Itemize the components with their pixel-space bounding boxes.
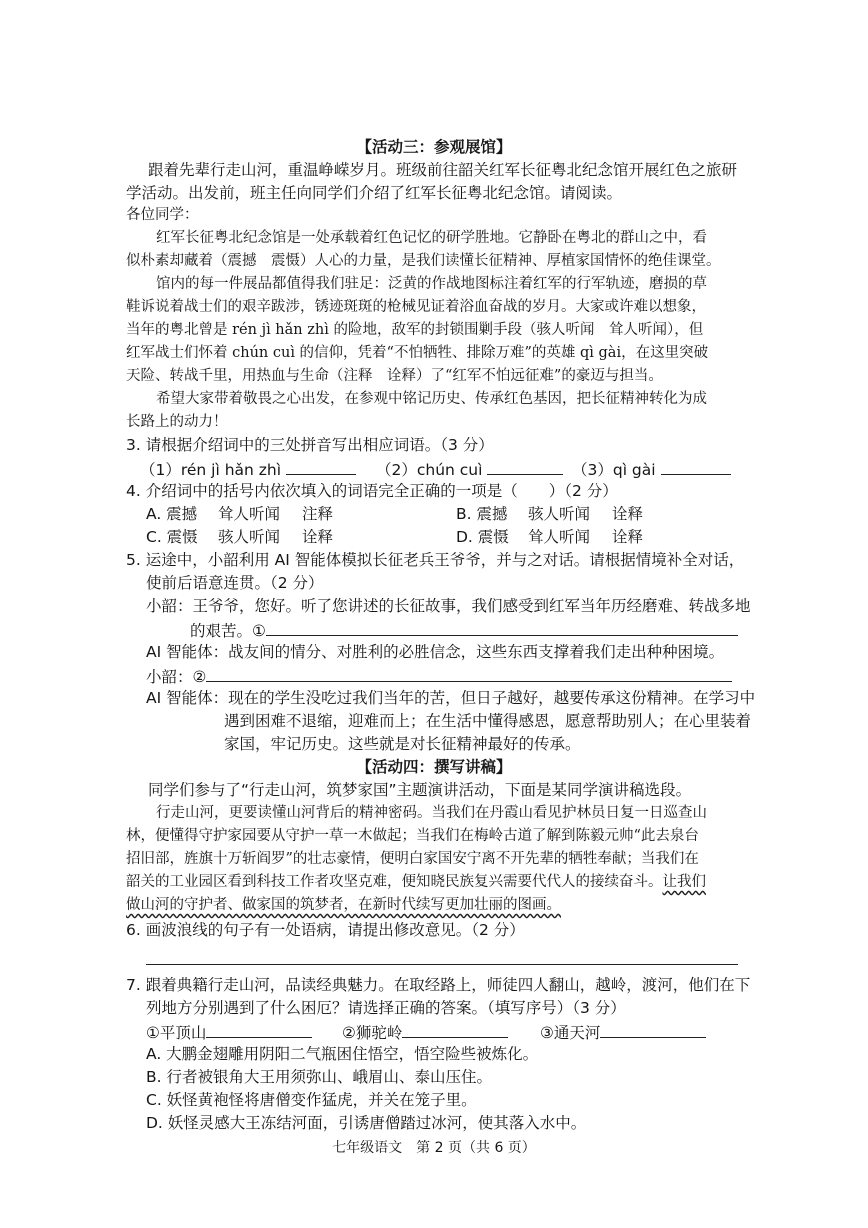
question-3-part3-blank[interactable] [661, 458, 731, 475]
activity3-intro-line2: 学活动。出发前，班主任向同学们介绍了红军长征粤北纪念馆。请阅读。 [126, 184, 623, 202]
dialog-xiaoshao-1b [190, 619, 738, 641]
speech-p2-line4: 红军战士们怀着 chún cuì 的信仰，凭着“不怕牺牲、排除万难”的英雄 qì gài，在这里突破 [126, 345, 709, 361]
question-3-part3-label: （3）qì gài [572, 461, 656, 479]
question-4-option-a [146, 504, 333, 524]
question-5-stem-line2: 使前后语意连贯。（2 分） [146, 574, 324, 592]
question-3-part1-label: （1）rén jì hǎn zhì [140, 461, 282, 479]
question-3-part1 [140, 458, 356, 480]
option-a-word3: 注释 [302, 505, 334, 523]
question-7-option-d: D. 妖怪灵感大王冻结河面，引诱唐僧踏过冰河，使其落入水中。 [146, 1114, 587, 1132]
dialog-ai-2c: 家国，牢记历史。这些就是对长征精神最好的传承。 [224, 735, 581, 753]
question-7-place3 [540, 1021, 706, 1043]
excerpt-line3: 招旧部，旌旗十万斩阎罗”的壮志豪情，便明白家国安宁离不开先辈的牺牲奉献；当我们在 [126, 851, 699, 867]
dialog-xiaoshao-2 [146, 665, 732, 687]
place3-blank[interactable] [600, 1021, 706, 1038]
dialog-xiaoshao-2-text: 小韶：② [146, 668, 207, 686]
question-4-option-b [456, 504, 643, 524]
answer-blank-1[interactable] [266, 619, 738, 636]
option-a-word1: A. 震撼 [146, 505, 198, 523]
dialog-ai-1: AI 智能体：战友间的情分、对胜利的必胜信念，这些东西支撑着我们走出种种困境。 [146, 643, 725, 661]
activity4-title: 【活动四：撰写讲稿】 [356, 758, 512, 776]
option-c-word1: C. 震慑 [146, 528, 198, 546]
excerpt-line4-text: 韶关的工业园区看到科技工作者攻坚克难，便知晓民族复兴需要代代人的接续奋斗。 [126, 874, 663, 890]
place1-label: ①平顶山 [146, 1024, 207, 1042]
option-c-word3: 诠释 [302, 528, 334, 546]
dialog-ai-2b: 遇到困难不退缩，迎难而上；在生活中懂得感恩，愿意帮助别人；在心里装着 [224, 712, 752, 730]
question-3-part3 [572, 458, 731, 480]
option-c-word2: 骇人听闻 [218, 528, 281, 546]
question-6-answer-line[interactable] [146, 964, 738, 965]
speech-p3-line2: 长路上的动力！ [126, 414, 228, 430]
speech-p2-line2: 鞋诉说着战士们的艰辛跋涉，锈迹斑斑的枪械见证着浴血奋战的岁月。大家或许难以想象， [126, 299, 706, 315]
page-footer: 七年级语文 第 2 页（共 6 页） [332, 1140, 536, 1156]
excerpt-line2: 林，便懂得守护家园要从守护一草一木做起；当我们在梅岭古道了解到陈毅元帅“此去泉台 [126, 828, 699, 844]
dialog-xiaoshao-1b-text: 的艰苦。① [190, 622, 266, 640]
option-b-word3: 诠释 [612, 505, 644, 523]
excerpt-line4 [126, 872, 706, 892]
speech-p1-line2: 似朴素却藏着（震撼 震慑）人心的力量，是我们读懂长征精神、厚植家国情怀的绝佳课堂。 [126, 253, 721, 269]
question-7-place2 [342, 1021, 508, 1043]
place3-label: ③通天河 [540, 1024, 601, 1042]
speech-p1-line1: 红军长征粤北纪念馆是一处承载着红色记忆的研学胜地。它静卧在粤北的群山之中，看 [156, 230, 707, 246]
question-6-stem: 6. 画波浪线的句子有一处语病，请提出修改意见。（2 分） [126, 921, 525, 939]
activity3-title: 【活动三：参观展馆】 [356, 138, 512, 156]
activity3-intro-line1: 跟着先辈行走山河，重温峥嵘岁月。班级前往韶关红军长征粤北纪念馆开展红色之旅研 [148, 161, 738, 179]
question-3-part1-blank[interactable] [286, 458, 356, 475]
wavy-sentence-start: 让我们 [662, 874, 706, 890]
option-b-word2: 骇人听闻 [528, 505, 591, 523]
answer-blank-2[interactable] [206, 665, 732, 682]
question-4-option-c [146, 527, 333, 547]
option-b-word1: B. 震撼 [456, 505, 508, 523]
question-5-stem-line1: 5. 运途中，小韶利用 AI 智能体模拟长征老兵王爷爷，并与之对话。请根据情境补全对话， [126, 551, 745, 569]
option-d-word3: 诠释 [612, 528, 644, 546]
place2-label: ②狮驼岭 [342, 1024, 403, 1042]
speech-p2-line1: 馆内的每一件展品都值得我们驻足：泛黄的作战地图标注着红军的行军轨迹，磨损的草 [156, 276, 707, 292]
place1-blank[interactable] [206, 1021, 312, 1038]
question-7-stem-line1: 7. 跟着典籍行走山河，品读经典魅力。在取经路上，师徒四人翻山，越岭，渡河，他们在下 [126, 976, 751, 994]
dialog-ai-2a: AI 智能体：现在的学生没吃过我们当年的苦，但日子越好，越要传承这份精神。在学习中 [146, 689, 756, 707]
question-7-option-c: C. 妖怪黄袍怪将唐僧变作猛虎，并关在笼子里。 [146, 1091, 477, 1109]
question-7-option-a: A. 大鹏金翅雕用阴阳二气瓶困住悟空，悟空险些被炼化。 [146, 1045, 539, 1063]
excerpt-line1: 行走山河，更要读懂山河背后的精神密码。当我们在丹霞山看见护林员日复一日巡查山 [156, 805, 707, 821]
option-d-word2: 耸人听闻 [528, 528, 591, 546]
speech-p3-line1: 希望大家带着敬畏之心出发，在参观中铭记历史、传承红色基因，把长征精神转化为成 [156, 391, 707, 407]
question-3-stem: 3. 请根据介绍词中的三处拼音写出相应词语。（3 分） [126, 436, 494, 454]
question-4-stem: 4. 介绍词中的括号内依次填入的词语完全正确的一项是（ ）（2 分） [126, 482, 618, 500]
dialog-xiaoshao-1a: 小韶：王爷爷，您好。听了您讲述的长征故事，我们感受到红军当年历经磨难、转战多地 [146, 597, 751, 615]
question-3-part2-blank[interactable] [487, 458, 563, 475]
option-d-word1: D. 震慑 [456, 528, 509, 546]
wavy-sentence-end: 做山河的守护者、做家国的筑梦者，在新时代续写更加壮丽的图画。 [126, 897, 561, 913]
speech-p2-line3: 当年的粤北曾是 rén jì hǎn zhì 的险地，敌军的封锁围剿手段（骇人听闻 耸人听闻），但 [126, 322, 704, 338]
question-3-part2-label: （2）chún cuì [376, 461, 483, 479]
speech-greeting: 各位同学： [126, 207, 199, 223]
question-4-option-d [456, 527, 643, 547]
question-7-place1 [146, 1021, 312, 1043]
question-3-part2 [376, 458, 563, 480]
option-a-word2: 耸人听闻 [218, 505, 281, 523]
activity4-intro: 同学们参与了“行走山河，筑梦家国”主题演讲活动，下面是某同学演讲稿选段。 [148, 781, 692, 799]
place2-blank[interactable] [402, 1021, 508, 1038]
speech-p2-line5: 天险、转战千里，用热血与生命（注释 诠释）了“红军不怕远征难”的豪迈与担当。 [126, 368, 663, 384]
question-7-option-b: B. 行者被银角大王用须弥山、峨眉山、泰山压住。 [146, 1068, 492, 1086]
question-7-stem-line2: 列地方分别遇到了什么困厄？请选择正确的答案。（填写序号）（3 分） [146, 999, 626, 1017]
excerpt-line5 [126, 895, 561, 915]
